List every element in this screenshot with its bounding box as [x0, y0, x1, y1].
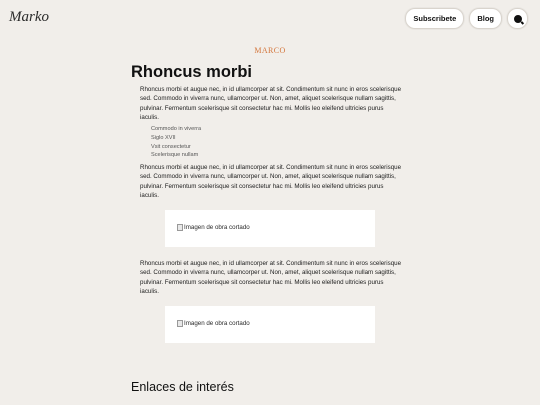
site-logo[interactable]: Marko [9, 9, 49, 25]
article-content [131, 60, 411, 343]
blog-button[interactable]: Blog [469, 8, 502, 29]
top-bar [0, 0, 540, 40]
search-button[interactable] [507, 8, 528, 29]
list-item: Scelerisque nullam [151, 152, 199, 159]
article-paragraph-3: Rhoncus morbi et augue nec, in id ullamcorper at sit. Condimentum sit nunc in eros scelerisque sed. Commodo in viverra nunc, ullamcorper ut. Non, amet, aliquet scelerisque nullam sagittis, pulvinar. Fermentum scelerisque sit consectetur hac mi. Mollis leo eleifend ultricies purus iaculis. [140, 260, 402, 296]
list-item: Vsit consectetur [151, 143, 191, 150]
subscribe-button[interactable]: Subscribete [405, 8, 464, 29]
article-paragraph-2: Rhoncus morbi et augue nec, in id ullamcorper at sit. Condimentum sit nunc in eros scelerisque sed. Commodo in viverra nunc, ullamcorper ut. Non, amet, aliquet scelerisque nullam sagittis, pulvinar. Fermentum scelerisque sit consectetur hac mi. Mollis leo eleifend ultricies purus iaculis. [140, 164, 402, 199]
broken-image-icon [177, 224, 183, 231]
article-category: MARCO [254, 46, 286, 55]
article-image-2 [165, 306, 375, 343]
article-list [151, 125, 411, 160]
article-image-1 [165, 210, 375, 247]
image-alt-text: Imagen de obra cortado [184, 224, 250, 232]
list-item: Siglo XVII [151, 134, 176, 141]
search-icon [514, 15, 522, 23]
links-heading: Enlaces de interés [131, 380, 234, 394]
header-nav [405, 8, 528, 29]
image-alt-text: Imagen de obra cortado [184, 320, 250, 328]
article-paragraph-1: Rhoncus morbi et augue nec, in id ullamcorper at sit. Condimentum sit nunc in eros scelerisque sed. Commodo in viverra nunc, ullamcorper ut. Non, amet, aliquet scelerisque nullam sagittis, pulvinar. Fermentum scelerisque sit consectetur hac mi. Mollis leo eleifend ultricies purus iaculis. [140, 86, 402, 121]
article-title: Rhoncus morbi [131, 63, 253, 81]
broken-image-icon [177, 320, 183, 327]
list-item: Commodo in viverra [151, 126, 202, 133]
